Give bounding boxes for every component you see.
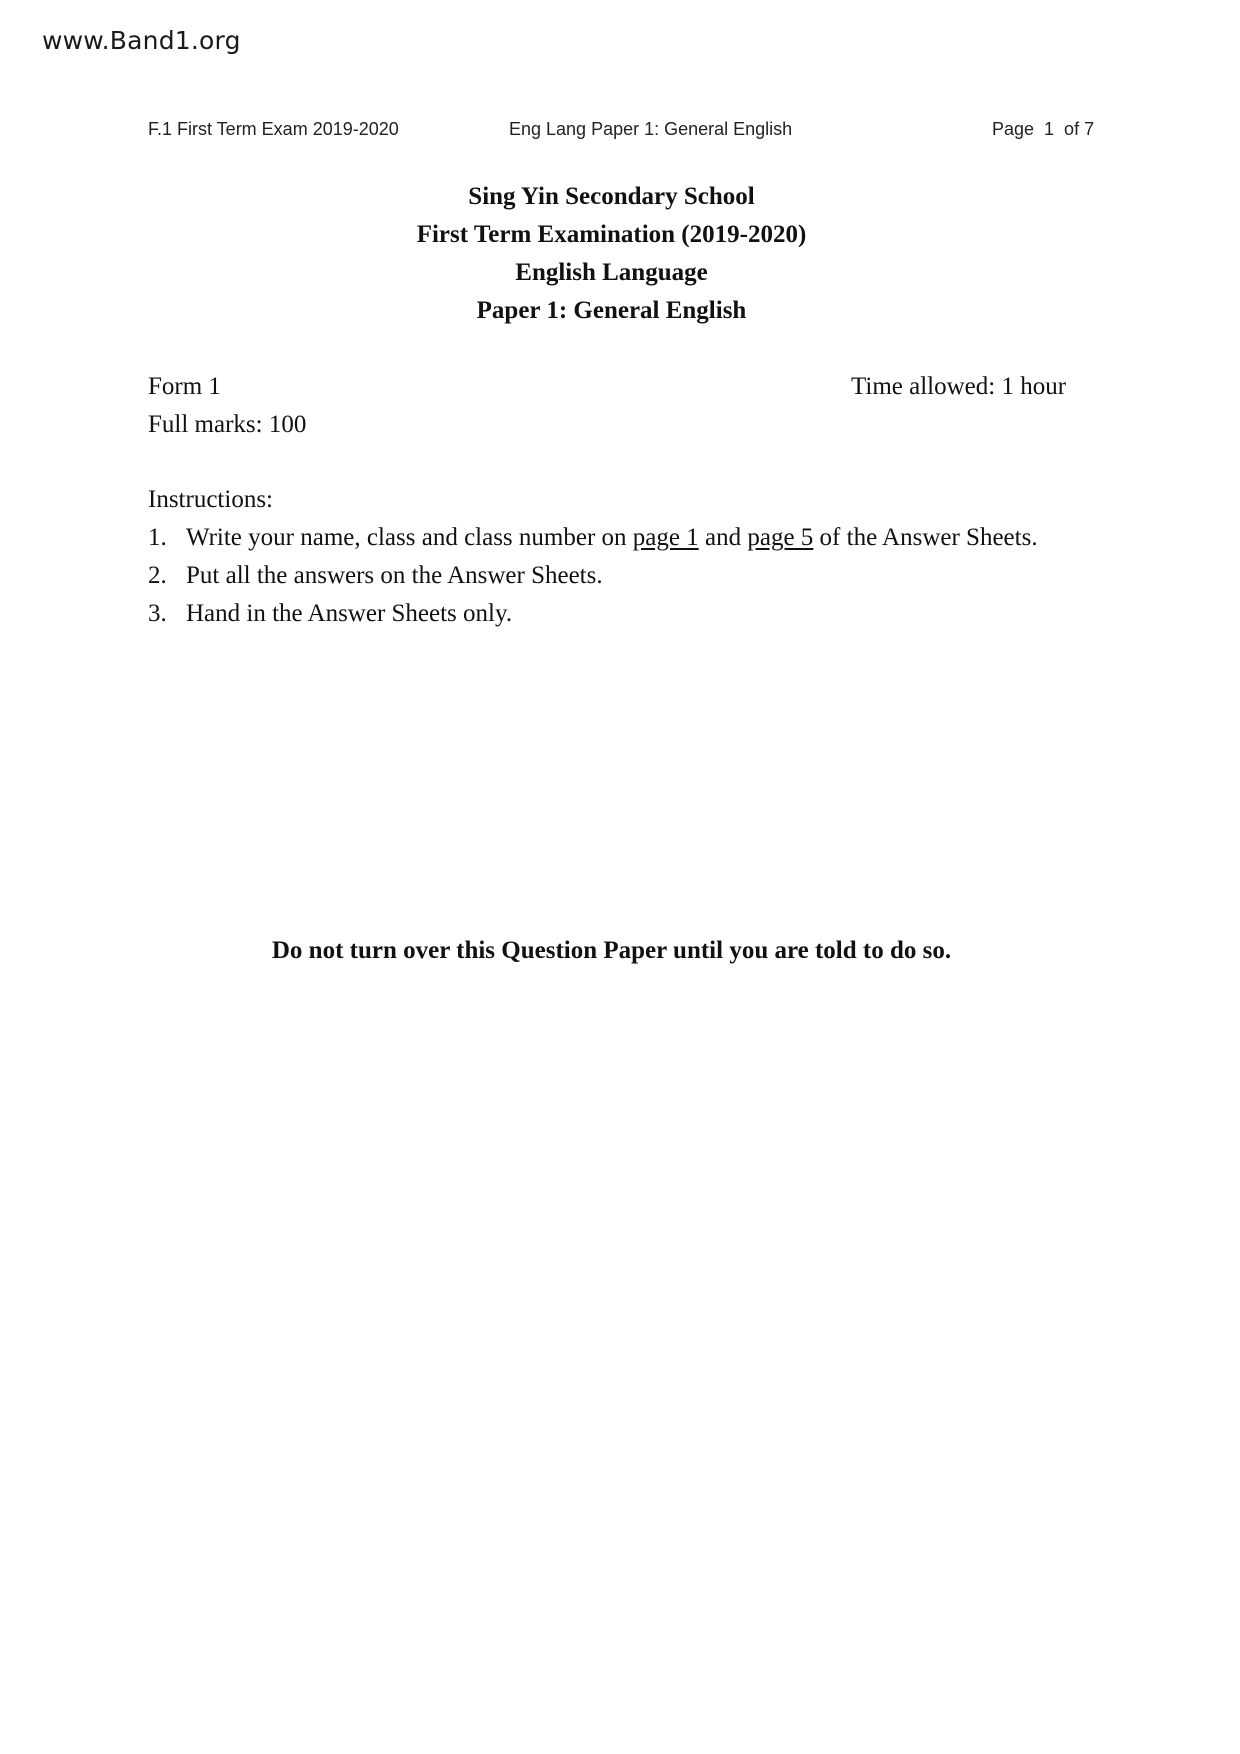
instruction-text: Put all the answers on the Answer Sheets. <box>186 562 603 589</box>
instruction-number: 2. <box>148 562 167 589</box>
page-5-reference: page 5 <box>747 524 814 551</box>
title-block <box>0 178 1223 330</box>
instruction-number: 1. <box>148 524 167 551</box>
instruction-text-part: and <box>698 524 748 551</box>
instruction-text-part: of the Answer Sheets. <box>813 524 1038 551</box>
watermark-url: www.Band1.org <box>42 26 241 55</box>
header-exam-label: F.1 First Term Exam 2019-2020 <box>148 119 399 139</box>
header-page-number: Page 1 of 7 <box>992 119 1095 139</box>
instruction-item-1 <box>148 519 1038 557</box>
instruction-text: Hand in the Answer Sheets only. <box>186 600 513 627</box>
paper-name: Paper 1: General English <box>476 297 747 324</box>
do-not-turn-notice: Do not turn over this Question Paper until you are told to do so. <box>271 937 952 964</box>
header-paper-label: Eng Lang Paper 1: General English <box>509 119 793 139</box>
form-label: Form 1 <box>148 373 221 400</box>
exam-name: First Term Examination (2019-2020) <box>416 221 807 248</box>
instruction-number: 3. <box>148 600 167 627</box>
instructions-list <box>148 519 1038 633</box>
instructions-heading: Instructions: <box>148 486 273 513</box>
school-name: Sing Yin Secondary School <box>468 183 755 210</box>
page-1-reference: page 1 <box>632 524 699 551</box>
full-marks-label: Full marks: 100 <box>148 411 307 438</box>
time-allowed-label: Time allowed: 1 hour <box>851 373 1067 400</box>
subject-name: English Language <box>515 259 708 286</box>
instruction-item-3 <box>148 595 1038 633</box>
instruction-text <box>186 519 1038 557</box>
instruction-text-part: Write your name, class and class number on <box>186 524 633 551</box>
instruction-item-2 <box>148 557 1038 595</box>
